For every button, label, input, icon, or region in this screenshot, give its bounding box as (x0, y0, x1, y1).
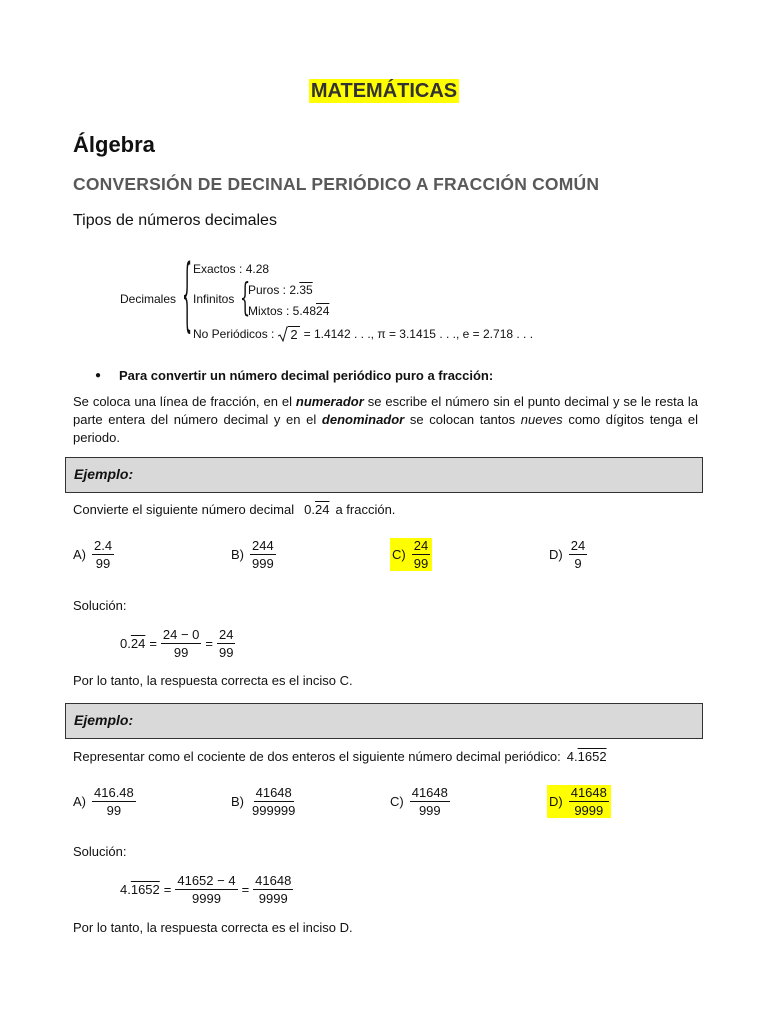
solution-denominator: 9999 (192, 891, 221, 906)
option-numerator: 2.4 (94, 538, 113, 553)
solution-fraction-1 (175, 873, 237, 906)
solution-fraction-2 (253, 873, 293, 906)
option-numerator: 416.48 (94, 785, 134, 800)
example2-solution-label: Solución: (73, 844, 127, 859)
example2-question (73, 749, 607, 764)
example1-question-pre: Convierte el siguiente número decimal (73, 502, 295, 517)
rule-numerador: numerador (295, 394, 364, 409)
example2-option-a (73, 785, 136, 818)
outer-brace: { (182, 246, 193, 341)
example1-header: Ejemplo: (74, 466, 134, 482)
equals-sign: = (205, 636, 214, 651)
equals-sign: = (241, 882, 250, 897)
puros-label: Puros : 2. (248, 283, 300, 297)
option-fraction (569, 538, 587, 571)
option-denominator: 999 (418, 803, 441, 818)
option-letter: D) (549, 794, 563, 809)
option-fraction (92, 538, 114, 571)
example1-header-box (65, 457, 703, 493)
bullet-dot: ● (95, 370, 102, 381)
inner-brace: { (240, 274, 251, 320)
section-heading: Tipos de números decimales (73, 212, 277, 229)
decimales-label: Decimales (120, 292, 177, 306)
no-periodicos-item (193, 326, 533, 342)
option-numerator: 244 (252, 538, 274, 553)
example2-conclusion: Por lo tanto, la respuesta correcta es el inciso D. (73, 920, 353, 935)
solution-fraction-2 (217, 627, 235, 660)
solution-numerator: 41652 − 4 (177, 873, 236, 888)
page-title (0, 80, 768, 103)
puros-period: 35 (299, 283, 313, 297)
option-denominator: 9 (574, 556, 582, 571)
option-letter: C) (392, 547, 406, 562)
option-numerator: 41648 (411, 785, 448, 800)
mixtos-period: 24 (316, 304, 330, 318)
option-denominator: 999999 (252, 803, 296, 818)
example2-decimal-period: 1652 (577, 749, 607, 764)
option-numerator: 41648 (255, 785, 292, 800)
infinitos-item: Infinitos (193, 292, 235, 306)
option-letter: C) (390, 794, 404, 809)
rule-part: se escribe el número sin el punto decimal y se le resta la parte entera del número decimal y en el (73, 394, 698, 427)
example2-decimal-int: 4. (566, 749, 578, 764)
mixtos-item (248, 304, 329, 318)
equals-sign: = (163, 882, 172, 897)
solution-fraction-1 (161, 627, 202, 660)
rule-nueves: nueves (520, 412, 563, 427)
solution-decimal-int: 0. (120, 636, 131, 651)
title-text: MATEMÁTICAS (310, 80, 458, 102)
example1-decimal (304, 502, 329, 517)
example1-decimal-int: 0. (304, 502, 315, 517)
solution-numerator: 24 − 0 (162, 627, 200, 642)
example2-option-b (231, 785, 297, 818)
option-denominator: 99 (106, 803, 122, 818)
solution-decimal (120, 636, 145, 651)
example1-option-a (73, 538, 114, 571)
radical-icon (278, 326, 288, 342)
solution-denominator: 9999 (258, 891, 288, 906)
rule-part: Se coloca una línea de fracción, en el (73, 394, 296, 409)
option-letter: D) (549, 547, 563, 562)
solution-decimal (120, 882, 160, 897)
option-fraction (410, 785, 450, 818)
sqrt-arg: 2 (290, 327, 298, 342)
sqrt-symbol (278, 326, 299, 342)
example2-decimal (567, 749, 607, 764)
rule-paragraph (73, 393, 698, 447)
solution-decimal-period: 1652 (130, 882, 160, 897)
solution-decimal-period: 24 (130, 636, 146, 651)
no-periodicos-label: No Periódicos : (193, 327, 275, 341)
solution-denominator: 99 (173, 645, 189, 660)
option-denominator: 999 (252, 556, 274, 571)
option-letter: B) (231, 547, 244, 562)
option-numerator: 41648 (570, 785, 607, 800)
solution-denominator: 99 (219, 645, 234, 660)
example2-option-d-highlighted (547, 785, 611, 818)
rule-denominador: denominador (321, 412, 405, 427)
example1-decimal-period: 24 (314, 502, 330, 517)
example2-question-pre: Representar como el cociente de dos enteros el siguiente número decimal periódico: (73, 749, 561, 764)
option-numerator: 24 (570, 538, 586, 553)
example1-conclusion: Por lo tanto, la respuesta correcta es el inciso C. (73, 673, 353, 688)
solution-numerator: 24 (219, 627, 234, 642)
option-letter: B) (231, 794, 244, 809)
example1-option-d (549, 538, 587, 571)
option-fraction (412, 538, 430, 571)
option-denominator: 99 (95, 556, 111, 571)
option-denominator: 99 (413, 556, 429, 571)
option-letter: A) (73, 547, 86, 562)
example1-solution-label: Solución: (73, 598, 127, 613)
example1-solution (120, 627, 235, 660)
option-fraction (250, 538, 276, 571)
option-numerator: 24 (413, 538, 429, 553)
example2-solution (120, 873, 293, 906)
option-denominator: 9999 (574, 803, 604, 818)
example2-header: Ejemplo: (74, 712, 134, 728)
example1-question (73, 502, 395, 517)
solution-decimal-int: 4. (120, 882, 131, 897)
exactos-item: Exactos : 4.28 (193, 262, 270, 276)
solution-numerator: 41648 (255, 873, 292, 888)
example2-option-c (390, 785, 450, 818)
option-fraction (569, 785, 609, 818)
mixtos-label: Mixtos : 5.48 (248, 304, 317, 318)
equals-sign: = (149, 636, 157, 651)
topic-heading: CONVERSIÓN DE DECINAL PERIÓDICO A FRACCIÓN COMÚN (73, 174, 600, 194)
example2-header-box (65, 703, 703, 739)
puros-item (248, 283, 313, 297)
option-fraction (250, 785, 297, 818)
rule-part: se colocan tantos (404, 412, 521, 427)
option-letter: A) (73, 794, 86, 809)
example1-question-post: a fracción. (335, 502, 396, 517)
no-periodicos-values: = 1.4142 . . ., π = 3.1415 . . ., e = 2.718 . . . (303, 327, 534, 341)
example1-option-b (231, 538, 276, 571)
example1-option-c-highlighted (390, 538, 432, 571)
rule-part: como dígitos tenga el periodo. (73, 412, 698, 445)
option-fraction (92, 785, 136, 818)
subject-heading: Álgebra (73, 132, 155, 157)
bullet-text: Para convertir un número decimal periódico puro a fracción: (119, 368, 494, 383)
